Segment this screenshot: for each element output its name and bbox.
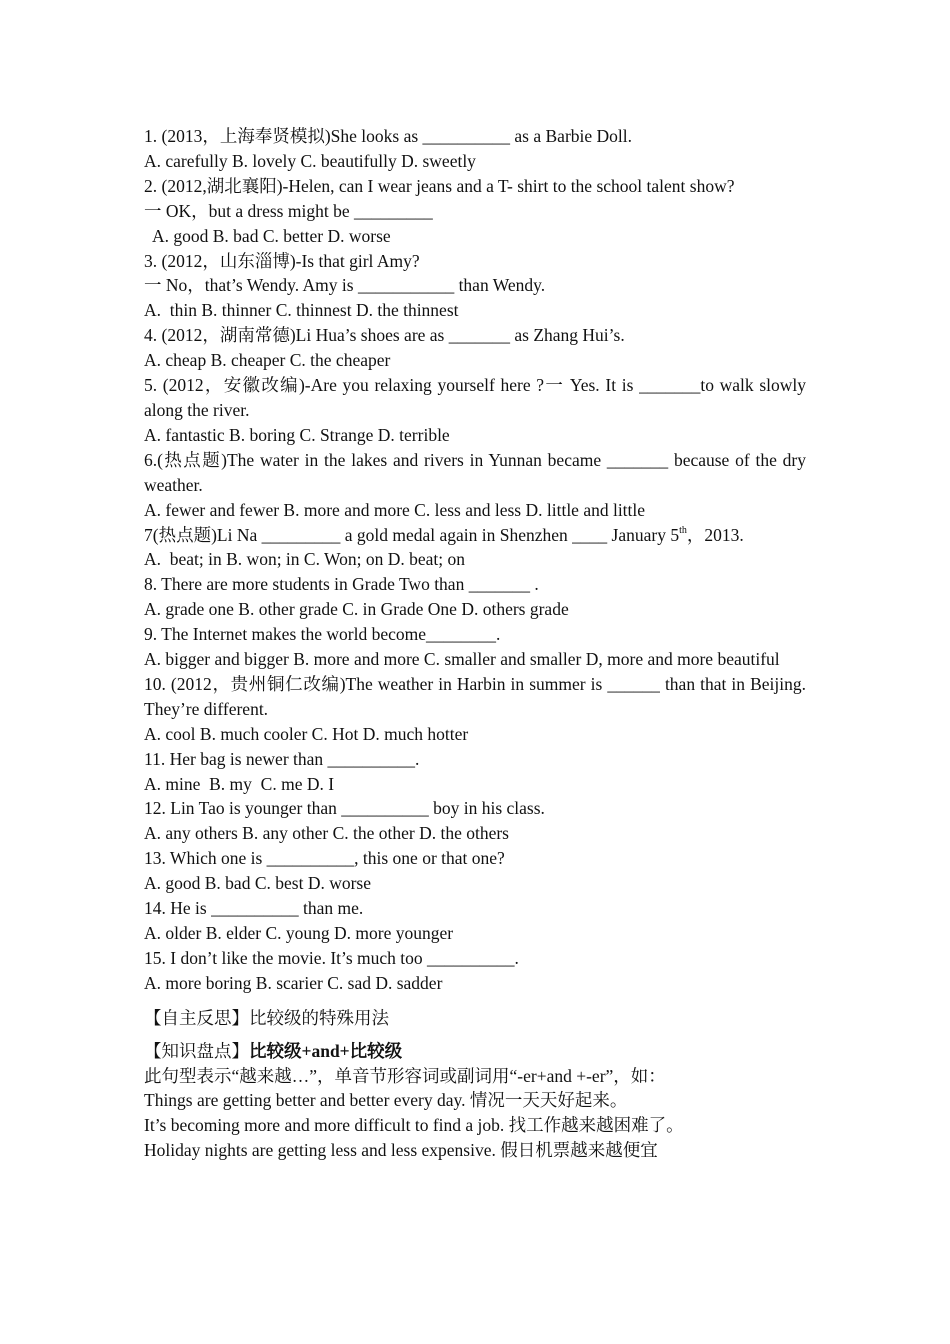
knowledge-example-2: It’s becoming more and more difficult to find a job. 找工作越来越困难了。 [144, 1115, 684, 1136]
options-7: A. beat; in B. won; in C. Won; on D. beat; on [144, 549, 466, 570]
options-3: A. thin B. thinner C. thinnest D. the thinnest [144, 300, 459, 321]
options-4: A. cheap B. cheaper C. the cheaper [144, 350, 391, 371]
options-9: A. bigger and bigger B. more and more C. smaller and smaller D, more and more beautiful [144, 649, 780, 670]
question-11: 11. Her bag is newer than __________. [144, 748, 420, 769]
knowledge-title: 比较级+and+比较级 [249, 1040, 403, 1061]
knowledge-example-3: Holiday nights are getting less and less expensive. 假日机票越来越便宜 [144, 1140, 658, 1161]
question-7-year: ，2013. [686, 524, 744, 545]
options-12: A. any others B. any other C. the other D. the others [144, 823, 509, 844]
options-14: A. older B. elder C. young D. more younger [144, 923, 454, 943]
reflection-heading: 【自主反思】比较级的特殊用法 [144, 1007, 389, 1028]
options-2: A. good B. bad C. better D. worse [152, 225, 391, 246]
options-8: A. grade one B. other grade C. in Grade One D. others grade [144, 599, 569, 620]
knowledge-line-1: 此句型表示“越来越…”，单音节形容词或副词用“-er+and +-er”，如： [144, 1065, 666, 1086]
question-15: 15. I don’t like the movie. It’s much too __________. [144, 947, 519, 968]
knowledge-example-1: Things are getting better and better every day. 情况一天天好起来。 [144, 1090, 628, 1111]
ordinal-suffix: th [679, 524, 687, 536]
knowledge-label: 【知识盘点】 [144, 1040, 249, 1061]
options-10: A. cool B. much cooler C. Hot D. much hotter [144, 723, 469, 744]
question-10: 10. (2012，贵州铜仁改编)The weather in Harbin in summer is ______ than that in Beijing. They’re different. [144, 673, 806, 719]
question-1: 1. (2013，上海奉贤模拟)She looks as __________ as a Barbie Doll. [144, 126, 633, 146]
question-3-response: 一 No，that’s Wendy. Amy is ___________ than Wendy. [144, 275, 546, 296]
options-11: A. mine B. my C. me D. I [144, 773, 335, 794]
options-15: A. more boring B. scarier C. sad D. sadder [144, 972, 443, 993]
document-page [144, 124, 806, 1163]
options-6: A. fewer and fewer B. more and more C. less and less D. little and little [144, 499, 646, 520]
options-1: A. carefully B. lovely C. beautifully D. sweetly [144, 150, 476, 171]
question-5: 5. (2012，安徽改编)-Are you relaxing yourself here ?一 Yes. It is _______to walk slowly along the river. [144, 375, 806, 420]
question-2: 2. (2012,湖北襄阳)-Helen, can I wear jeans and a T- shirt to the school talent show? [144, 175, 735, 196]
question-3: 3. (2012，山东淄博)-Is that girl Amy? [144, 250, 420, 271]
question-12: 12. Lin Tao is younger than __________ boy in his class. [144, 798, 545, 819]
knowledge-heading [144, 1039, 806, 1064]
question-6: 6.(热点题)The water in the lakes and rivers in Yunnan became _______ because of the dry weather. [144, 449, 806, 495]
question-2-response: 一 OK，but a dress might be _________ [144, 200, 433, 221]
question-14: 14. He is __________ than me. [144, 898, 364, 919]
question-9: 9. The Internet makes the world become________. [144, 624, 501, 645]
question-4: 4. (2012，湖南常德)Li Hua’s shoes are as _______ as Zhang Hui’s. [144, 325, 625, 346]
question-8: 8. There are more students in Grade Two than _______ . [144, 574, 539, 595]
question-7-text: 7(热点题)Li Na _________ a gold medal again in Shenzhen ____ January 5 [144, 524, 680, 545]
options-5: A. fantastic B. boring C. Strange D. terrible [144, 424, 450, 445]
options-13: A. good B. bad C. best D. worse [144, 873, 371, 894]
question-7 [144, 523, 806, 548]
question-13: 13. Which one is __________, this one or that one? [144, 848, 505, 869]
